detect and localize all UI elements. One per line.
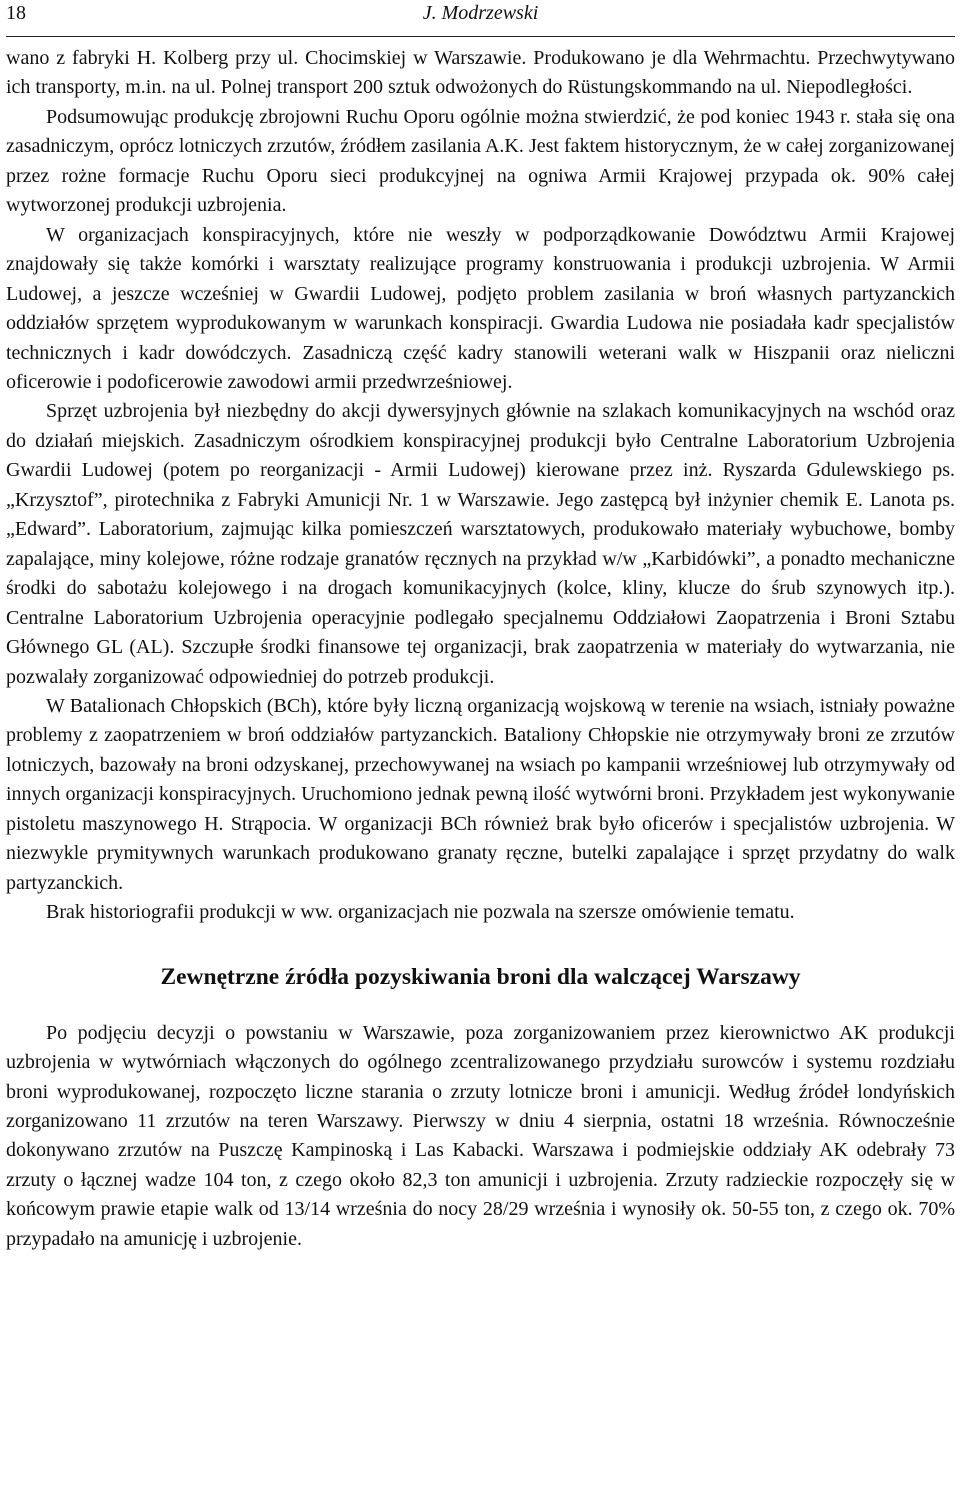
paragraph: W organizacjach konspiracyjnych, które nie weszły w podporządkowanie Dowództwu Armii Krajowej znajdowały się także komórki i warsztaty realizujące programy konstruowania i produkcji uzbrojenia. W Armii Ludowej, a jeszcze wcześniej w Gwardii Ludowej, podjęto problem zasilania w broń własnych partyzanckich oddziałów sprzętem wyprodukowanym w warunkach konspiracji. Gwardia Ludowa nie posiadała kadr specjalistów technicznych i kadr dowódczych. Zasadniczą część kadry stanowili weterani walk w Hiszpanii oraz nieliczni oficerowie i podoficerowie zawodowi armii przedwrześniowej. [6, 223, 955, 393]
section-heading: Zewnętrzne źródła pozyskiwania broni dla walczącej Warszawy [160, 963, 801, 990]
paragraph-continuation: wano z fabryki H. Kolberg przy ul. Chocimskiej w Warszawie. Produkowano je dla Wehrmachtu. Przechwytywano ich transporty, m.in. na ul. Polnej transport 200 sztuk odwożonych do Rüstungskommando na ul. Niepodległości. [6, 47, 955, 99]
page-number: 18 [6, 2, 26, 24]
paragraph: Brak historiografii produkcji w ww. organizacjach nie pozwala na szersze omówienie tematu. [46, 901, 795, 924]
paragraph: Podsumowując produkcję zbrojowni Ruchu Oporu ogólnie można stwierdzić, że pod koniec 1943 r. stała się ona zasadniczym, oprócz lotniczych zrzutów, źródłem zasilania A.K. Jest faktem historycznym, że w całej zorganizowanej przez rożne formacje Ruchu Oporu sieci produkcyjnej na ogniwa Armii Krajowej przypada ok. 90% całej wytworzonej produkcji uzbrojenia. [6, 105, 955, 217]
paragraph: Sprzęt uzbrojenia był niezbędny do akcji dywersyjnych głównie na szlakach komunikacyjnych na wschód oraz do działań miejskich. Zasadniczym ośrodkiem konspiracyjnej produkcji było Centralne Laboratorium Uzbrojenia Gwardii Ludowej (potem po reorganizacji - Armii Ludowej) kierowane przez inż. Ryszarda Gdulewskiego ps. „Krzysztof”, pirotechnika z Fabryki Amunicji Nr. 1 w Warszawie. Jego zastępcą był inżynier chemik E. Lanota ps. „Edward”. Laboratorium, zajmując kilka pomieszczeń warsztatowych, produkowało materiały wybuchowe, bomby zapalające, miny kolejowe, różne rodzaje granatów ręcznych na przykład w/w „Karbidówki”, a ponadto mechaniczne środki do sabotażu kolejowego i na drogach komunikacyjnych (kolce, kliny, klucze do śrub szynowych itp.). Centralne Laboratorium Uzbrojenia operacyjnie podlegało specjalnemu Oddziałowi Zaopatrzenia i Broni Sztabu Głównego GL (AL). Szczupłe środki finansowe tej organizacji, brak zaopatrzenia w materiały do wytwarzania, nie pozwalały zorganizować odpowiedniej do potrzeb produkcji. [6, 400, 955, 688]
paragraph: W Batalionach Chłopskich (BCh), które były liczną organizacją wojskową w terenie na wsiach, istniały poważne problemy z zaopatrzeniem w broń oddziałów partyzanckich. Bataliony Chłopskie nie otrzymywały broni ze zrzutów lotniczych, bazowały na broni odzyskanej, przechowywanej na wsiach po kampanii wrześniowej lub otrzymywały od innych organizacji konspiracyjnych. Uruchomiono jednak pewną ilość wytwórni broni. Przykładem jest wykonywanie pistoletu maszynowego H. Strąpocia. W organizacji BCh również brak było oficerów i specjalistów uzbrojenia. W niezwykle prymitywnych warunkach produkowano granaty ręczne, butelki zapalające i sprzęt przydatny do walk partyzanckich. [6, 694, 955, 894]
body-text [6, 44, 955, 1254]
document-page [6, 0, 955, 1254]
page-header [6, 0, 955, 37]
paragraph: Po podjęciu decyzji o powstaniu w Warszawie, poza zorganizowaniem przez kierownictwo AK produkcji uzbrojenia w wytwórniach włączonych do ogólnego zcentralizowanego przydziału surowców i systemu rozdziału broni wyprodukowanej, rozpoczęto liczne starania o zrzuty lotnicze broni i amunicji. Według źródeł londyńskich zorganizowano 11 zrzutów na teren Warszawy. Pierwszy w dniu 4 sierpnia, ostatni 18 września. Równocześnie dokonywano zrzutów na Puszczę Kampinoską i Las Kabacki. Warszawa i podmiejskie oddziały AK odebrały 73 zrzuty o łącznej wadze 104 ton, z czego około 82,3 ton amunicji i uzbrojenia. Zrzuty radzieckie rozpoczęły się w końcowym prawie etapie walk od 13/14 września do nocy 28/29 września i wynosiły ok. 50-55 ton, z czego ok. 70% przypadało na amunicję i uzbrojenie. [6, 1021, 955, 1250]
running-head-author: J. Modrzewski [422, 2, 539, 24]
